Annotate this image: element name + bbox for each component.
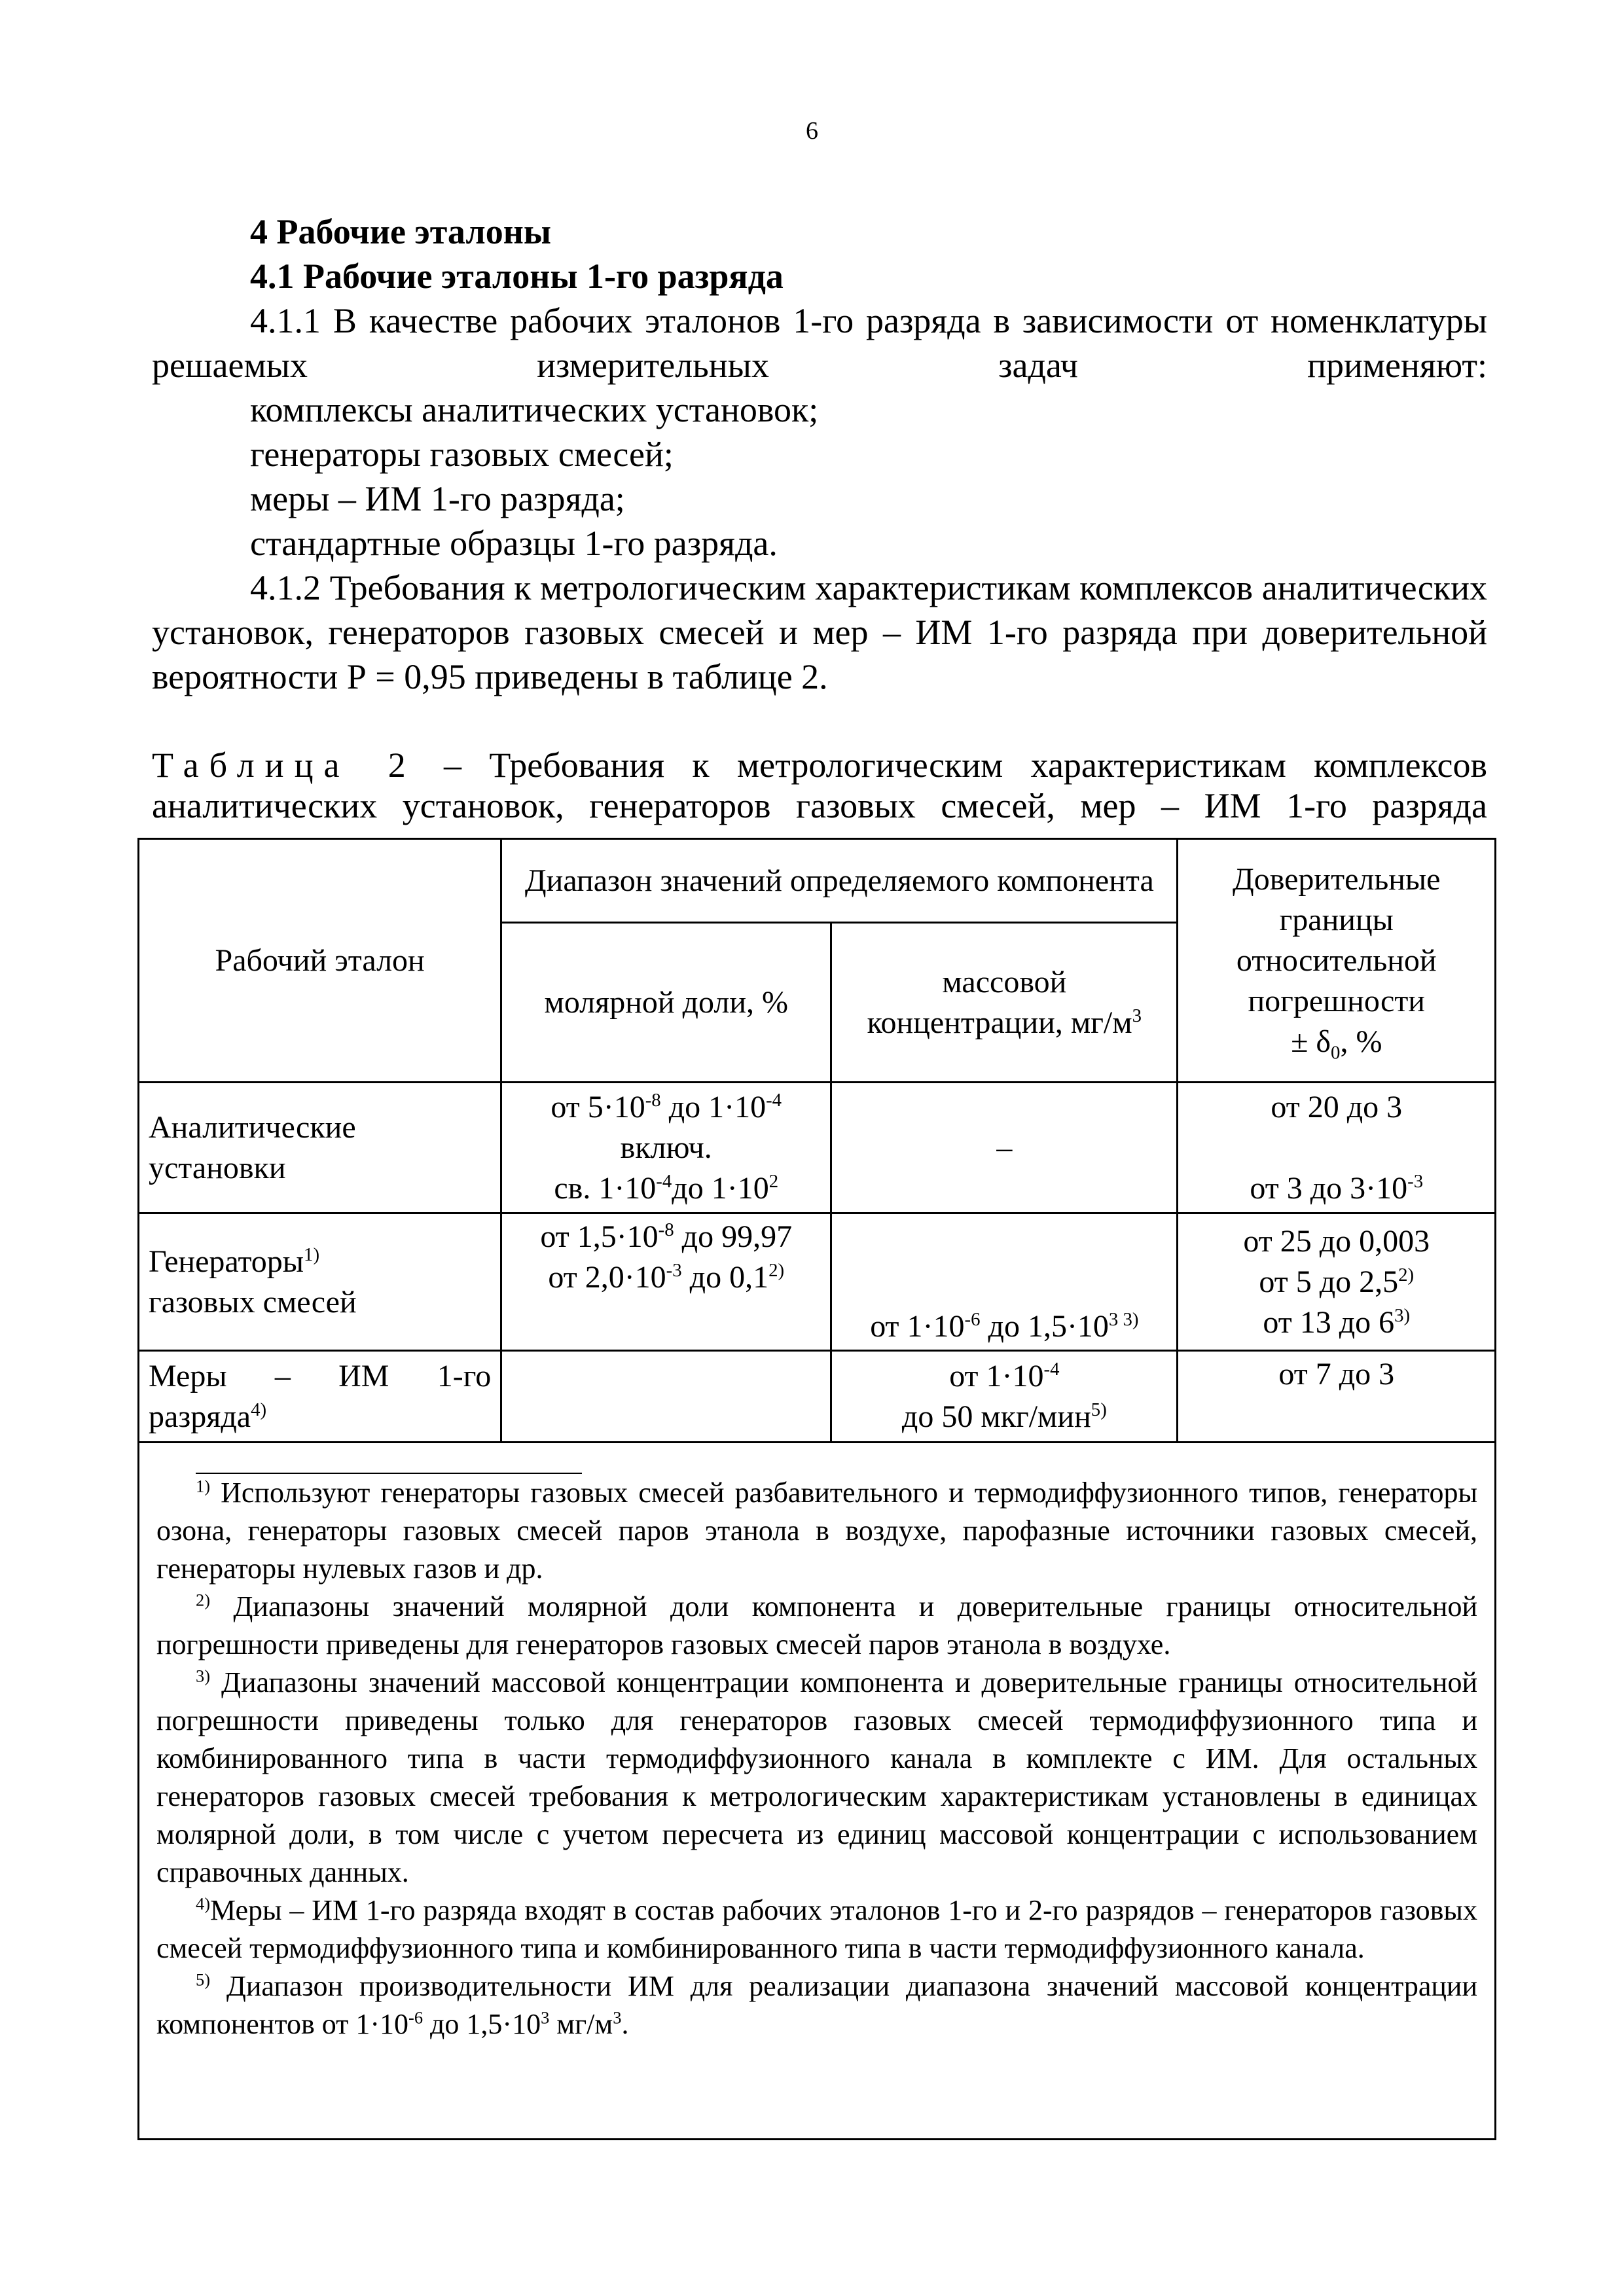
cell-text: включ. — [620, 1130, 712, 1165]
footnote-text: мг/м — [549, 2008, 613, 2040]
footnote-4 — [156, 1892, 1477, 1967]
footnote-exp: -6 — [408, 2007, 424, 2028]
table-caption-text: – Требования к метрологическим характеристикам комплексов — [416, 745, 1487, 785]
row-measures-molar — [501, 1351, 831, 1443]
header-working-standard: Рабочий эталон — [139, 839, 501, 1083]
cell-text: Генераторы — [149, 1244, 304, 1279]
header-confidence-text: Доверительные границы относительной погрешности — [1233, 861, 1441, 1018]
list-item: стандартные образцы 1-го разряда. — [250, 524, 778, 563]
footnote-mark: 4) — [196, 1893, 210, 1914]
row-measures-name — [139, 1351, 501, 1443]
footnote-ref: 3) — [1118, 1309, 1139, 1330]
cell-text: св. 1·10 — [554, 1170, 657, 1206]
header-confidence-bounds — [1178, 839, 1496, 1083]
footnote-text: Диапазоны значений массовой концентрации компонента и доверительные границы относительной погрешности приведены только для генераторов газовых смесей термодиффузионного типа и комбинированного типа в части термодиффузионного канала в комплекте с ИМ. Для остальных генераторов газовых смесей требования к метрологическим характеристикам установлены в единицах молярной доли, в том числе с учетом пересчета из единиц массовой концентрации с использованием справочных данных. — [156, 1666, 1478, 1888]
requirements-table — [137, 838, 1496, 1443]
header-mass-line1: массовой — [942, 964, 1067, 999]
table-caption-line2: аналитических установок, генераторов газовых смесей, мер – ИМ 1-го разряда — [152, 786, 1487, 825]
list-item: генераторы газовых смесей; — [250, 435, 674, 474]
table-footnotes — [137, 1440, 1496, 2140]
footnote-2 — [156, 1588, 1477, 1664]
footnote-ref: 1) — [304, 1244, 320, 1265]
cell-exp: -8 — [645, 1089, 661, 1111]
cell-text: от 1·10 — [949, 1358, 1044, 1393]
row-measures-mass — [831, 1351, 1178, 1443]
cell-text: от 1·10 — [870, 1309, 965, 1344]
footnote-ref: 2) — [1398, 1264, 1415, 1285]
footnote-5 — [156, 1967, 1477, 2043]
footnote-3 — [156, 1664, 1477, 1892]
list-item: меры – ИМ 1-го разряда; — [250, 479, 625, 518]
footnote-ref: 4) — [251, 1399, 267, 1420]
footnote-ref: 5) — [1091, 1399, 1107, 1420]
header-range-group: Диапазон значений определяемого компонента — [501, 839, 1178, 923]
row-generators-confidence — [1178, 1213, 1496, 1351]
row-analytical-mass: – — [831, 1083, 1178, 1213]
header-molar-fraction: молярной доли, % — [501, 923, 831, 1083]
header-mass-exp: 3 — [1132, 1005, 1142, 1026]
row-analytical-confidence — [1178, 1083, 1496, 1213]
page-number: 6 — [806, 117, 818, 145]
header-confidence-symbol: ± δ — [1291, 1024, 1331, 1059]
cell-text: от 13 до 6 — [1263, 1304, 1395, 1340]
cell-text: от 2,0·10 — [548, 1260, 666, 1295]
footnote-mark: 3) — [196, 1666, 210, 1686]
cell-text: до 1·10 — [672, 1170, 769, 1206]
list-item: комплексы аналитических установок; — [250, 390, 819, 429]
cell-text: от 20 до 3 — [1271, 1089, 1403, 1124]
footnote-text: до 1,5·10 — [423, 2008, 541, 2040]
cell-exp: -4 — [1043, 1358, 1060, 1380]
cell-text: до 1·10 — [660, 1089, 767, 1124]
cell-text: от 25 до 0,003 — [1243, 1223, 1430, 1259]
footnote-text: Используют генераторы газовых смесей разбавительного и термодиффузионного типов, генераторы озона, генераторы газовых смесей паров этанола в воздухе, парофазные источники газовых смесей, генераторы нулевых газов и др. — [156, 1477, 1478, 1585]
cell-text: от 3 до 3·10 — [1250, 1170, 1408, 1206]
subsection-heading: 4.1 Рабочие эталоны 1-го разряда — [250, 257, 784, 296]
cell-exp: -4 — [656, 1170, 672, 1192]
table-caption — [152, 745, 1487, 785]
cell-text: от 5·10 — [550, 1089, 645, 1124]
cell-text: Меры – ИМ 1-го разряда — [149, 1358, 492, 1434]
row-generators-name — [139, 1213, 501, 1351]
row-analytical-name: Аналитические установки — [139, 1083, 501, 1213]
cell-exp: -4 — [766, 1089, 782, 1111]
footnote-mark: 5) — [196, 1969, 210, 1990]
footnote-mark: 2) — [196, 1590, 210, 1610]
row-generators-molar — [501, 1213, 831, 1351]
cell-text: до 1,5·10 — [980, 1309, 1109, 1344]
footnote-1 — [156, 1474, 1477, 1588]
cell-exp: -8 — [658, 1219, 674, 1240]
row-measures-confidence: от 7 до 3 — [1178, 1351, 1496, 1443]
footnote-exp: 3 — [613, 2007, 622, 2028]
header-confidence-subscript: 0 — [1331, 1042, 1341, 1064]
footnote-ref: 3) — [1394, 1304, 1411, 1326]
paragraph-4-1-1: 4.1.1 В качестве рабочих эталонов 1-го разряда в зависимости от номенклатуры решаемых измерительных задач применяют: — [152, 301, 1487, 385]
header-confidence-unit: , % — [1340, 1024, 1382, 1059]
paragraph-4-1-2: 4.1.2 Требования к метрологическим характеристикам комплексов аналитических установок, генераторов газовых смесей и мер – ИМ 1-го разряда при доверительной вероятности Р = 0,95 приведены в таблице 2. — [152, 568, 1487, 696]
footnote-mark: 1) — [196, 1476, 210, 1496]
header-mass-concentration — [831, 923, 1178, 1083]
cell-exp: -6 — [964, 1309, 981, 1330]
row-generators-mass — [831, 1213, 1178, 1351]
cell-exp: 3 — [1108, 1309, 1119, 1330]
cell-text: до 99,97 — [674, 1219, 793, 1254]
body-text — [152, 209, 1487, 826]
row-analytical-molar — [501, 1083, 831, 1213]
table-caption-label: Таблица 2 — [152, 745, 416, 785]
footnote-text: Меры – ИМ 1-го разряда входят в состав рабочих эталонов 1-го и 2-го разрядов – генераторов газовых смесей термодиффузионного типа и комбинированного типа в части термодиффузионного канала. — [156, 1894, 1477, 1964]
header-mass-line2: концентрации, мг/м — [867, 1005, 1132, 1040]
cell-exp: 2 — [768, 1170, 779, 1192]
cell-text: от 1,5·10 — [540, 1219, 659, 1254]
cell-text: от 5 до 2,5 — [1259, 1264, 1399, 1299]
cell-text: до 0,1 — [681, 1260, 769, 1295]
section-heading: 4 Рабочие эталоны — [250, 212, 551, 251]
footnote-exp: 3 — [541, 2007, 550, 2028]
footnote-text: . — [621, 2008, 629, 2040]
footnote-text: Диапазоны значений молярной доли компонента и доверительные границы относительной погрешности приведены для генераторов газовых смесей паров этанола в воздухе. — [156, 1590, 1477, 1660]
cell-text: газовых смесей — [149, 1284, 357, 1319]
footnote-text: Диапазон производительности ИМ для реализации диапазона значений массовой концентрации компонентов от 1·10 — [156, 1970, 1478, 2040]
cell-text: до 50 мкг/мин — [901, 1399, 1091, 1434]
cell-exp: -3 — [666, 1260, 682, 1281]
footnote-ref: 2) — [768, 1260, 785, 1281]
cell-exp: -3 — [1407, 1170, 1424, 1192]
